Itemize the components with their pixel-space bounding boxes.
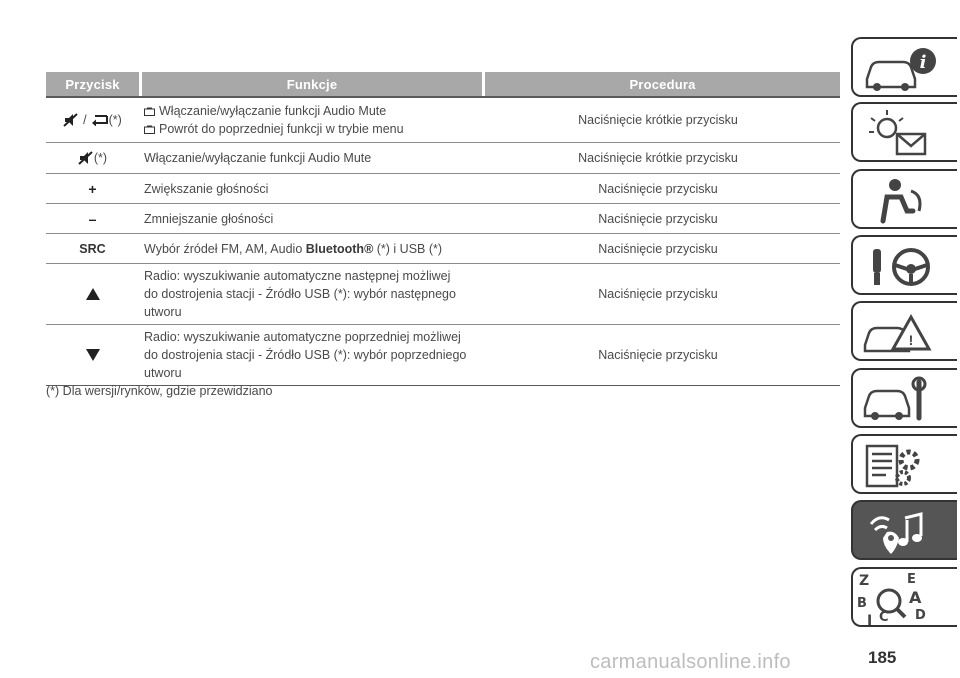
function-line: do dostrojenia stacji - Źródło USB (*): wybór następnego xyxy=(144,287,456,301)
button-cell xyxy=(46,325,139,385)
mute-icon xyxy=(63,113,79,127)
chapter-tab-index[interactable] xyxy=(851,567,957,627)
svg-text:B: B xyxy=(857,596,867,611)
dashboard-lights-icon xyxy=(853,104,957,162)
footnote: (*) Dla wersji/rynków, gdzie przewidziano xyxy=(46,384,273,398)
procedure-cell: Naciśnięcie przycisku xyxy=(598,287,718,301)
table-header xyxy=(46,72,840,96)
chapter-tab-dashboard[interactable] xyxy=(851,37,957,97)
alphabetical-index-icon xyxy=(853,569,957,627)
function-text: Wybór źródeł FM, AM, Audio xyxy=(144,241,306,256)
button-separator: / xyxy=(83,113,87,127)
procedure-cell: Naciśnięcie przycisku xyxy=(598,348,718,362)
procedure-cell: Naciśnięcie przycisku xyxy=(598,211,718,226)
svg-text:E: E xyxy=(907,572,916,587)
table-row xyxy=(46,325,840,386)
short-press-icon xyxy=(144,125,155,134)
procedure-cell: Naciśnięcie przycisku xyxy=(598,181,718,196)
function-line: utworu xyxy=(144,366,182,380)
header-functions: Funkcje xyxy=(142,72,482,96)
svg-text:D: D xyxy=(915,608,926,623)
controls-table xyxy=(46,72,840,386)
page-number: 185 xyxy=(868,648,897,667)
chapter-tab-lights[interactable] xyxy=(851,102,957,162)
button-cell: – xyxy=(88,210,97,227)
table-row xyxy=(46,264,840,325)
svg-text:i: i xyxy=(919,52,927,73)
short-press-icon xyxy=(144,107,155,116)
button-note: (*) xyxy=(93,151,108,165)
chapter-tab-maintenance[interactable] xyxy=(851,368,957,428)
table-row xyxy=(46,174,840,204)
button-cell xyxy=(46,98,139,142)
function-line: do dostrojenia stacji - Źródło USB (*): wybór poprzedniego xyxy=(144,348,467,362)
chapter-tab-emergency[interactable] xyxy=(851,301,957,361)
svg-text:I: I xyxy=(867,613,873,629)
table-row xyxy=(46,204,840,234)
function-line: Włączanie/wyłączanie funkcji Audio Mute xyxy=(159,104,387,118)
svg-text:A: A xyxy=(909,588,922,607)
svg-text:Z: Z xyxy=(859,573,870,589)
chapter-tab-starting[interactable] xyxy=(851,235,957,295)
table-row xyxy=(46,98,840,143)
bluetooth-label: Bluetooth® xyxy=(305,241,374,256)
function-line: utworu xyxy=(144,305,182,319)
breakdown-warning-icon xyxy=(853,303,957,361)
functions-cell: Zmniejszanie głośności xyxy=(144,211,274,226)
watermark: carmanualsonline.info xyxy=(590,651,791,673)
button-cell xyxy=(46,264,139,324)
chapter-tab-specifications[interactable] xyxy=(851,434,957,494)
chapter-tab-multimedia[interactable] xyxy=(851,500,957,560)
key-steering-wheel-icon xyxy=(853,237,957,295)
triangle-down-icon xyxy=(86,349,100,361)
table-row xyxy=(46,234,840,264)
procedure-cell: Naciśnięcie przycisku xyxy=(598,241,718,256)
table-row xyxy=(46,143,840,174)
function-line: Powrót do poprzedniej funkcji w trybie menu xyxy=(159,122,404,136)
functions-cell xyxy=(139,264,482,324)
functions-cell: Włączanie/wyłączanie funkcji Audio Mute xyxy=(144,151,372,165)
button-cell xyxy=(46,143,139,173)
mute-icon xyxy=(78,151,94,165)
seat-airbag-icon xyxy=(853,171,957,229)
functions-cell: Zwiększanie głośności xyxy=(144,181,269,196)
button-note: (*) xyxy=(108,113,122,127)
svg-text:C: C xyxy=(879,610,889,625)
multimedia-icon xyxy=(853,502,957,560)
function-text: (*) i USB (*) xyxy=(373,241,443,256)
header-button: Przycisk xyxy=(46,72,139,96)
functions-cell xyxy=(139,325,482,385)
back-arrow-icon xyxy=(91,114,109,126)
function-line: Radio: wyszukiwanie automatyczne poprzedniej możliwej xyxy=(144,330,461,344)
procedure-cell: Naciśnięcie krótkie przycisku xyxy=(578,113,738,127)
procedure-cell: Naciśnięcie krótkie przycisku xyxy=(578,151,738,165)
specifications-gear-icon xyxy=(853,436,957,494)
car-service-icon xyxy=(853,370,957,428)
chapter-tab-safety[interactable] xyxy=(851,169,957,229)
svg-text:!: ! xyxy=(908,332,914,348)
functions-cell xyxy=(139,234,482,263)
functions-cell xyxy=(139,98,482,142)
button-cell: SRC xyxy=(79,241,106,256)
header-procedure: Procedura xyxy=(485,72,840,96)
button-cell: + xyxy=(88,180,97,197)
triangle-up-icon xyxy=(86,288,100,300)
function-line: Radio: wyszukiwanie automatyczne następnej możliwej xyxy=(144,269,451,283)
car-info-icon xyxy=(853,39,957,97)
